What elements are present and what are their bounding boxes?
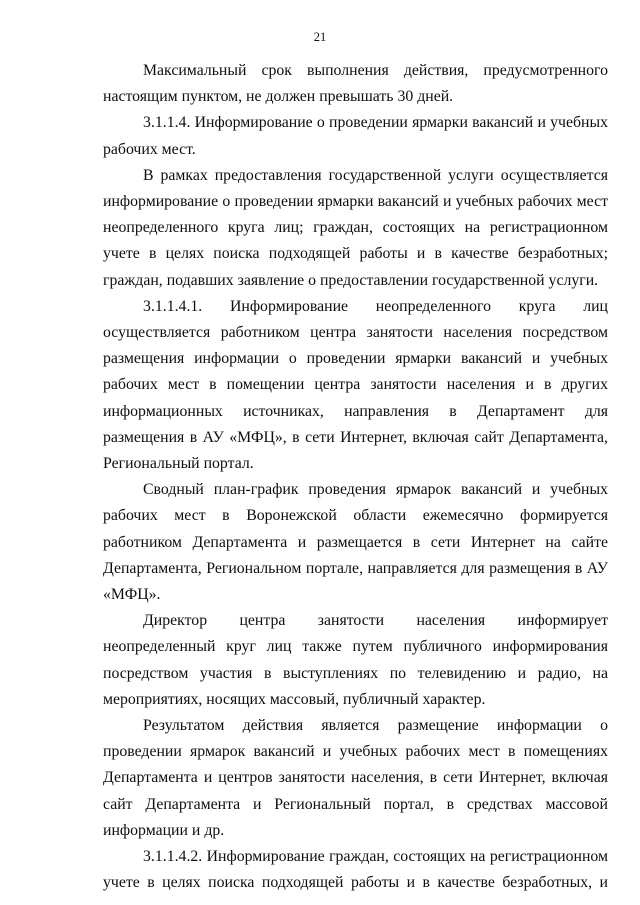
- section-heading-3-1-1-4-2: 3.1.1.4.2. Информирование граждан, состоящих на регистрационном учете в целях поиска подходящей работы и в качестве безработных, и: [103, 848, 608, 892]
- page-number: 21: [313, 30, 327, 44]
- paragraph-summary-schedule: Сводный план-график проведения ярмарок вакансий и учебных рабочих мест в Воронежской области ежемесячно формируется работником Департамента и размещается в сети Интернет на сайте Департамента, Региональном портале, направляется для размещения в АУ «МФЦ».: [103, 481, 608, 604]
- section-heading-3-1-1-4: 3.1.1.4. Информирование о проведении ярмарки вакансий и учебных рабочих мест.: [103, 114, 608, 158]
- paragraph-informing-scope: В рамках предоставления государственной услуги осуществляется информирование о проведении ярмарки вакансий и учебных рабочих мест неопределенного круга лиц; граждан, состоящих на регистрационном учете в целях поиска подходящей работы и в качестве безработных; граждан, подавших заявление о предоставлении государственной услуги.: [103, 166, 608, 289]
- paragraph-director-informs: Директор центра занятости населения информирует неопределенный круг лиц также путем публичного информирования посредством участия в выступлениях по телевидению и радио, на мероприятиях, носящих массовый, публичный характер.: [103, 612, 608, 708]
- section-heading-3-1-1-4-1: 3.1.1.4.1. Информирование неопределенного круга лиц осуществляется работником центра занятости населения посредством размещения информации о проведении ярмарки вакансий и учебных рабочих мест в помещении центра занятости населения и в других информационных источниках, направления в Департамент для размещения в АУ «МФЦ», в сети Интернет, включая сайт Департамента, Региональный портал.: [103, 297, 608, 473]
- document-body: [103, 58, 608, 897]
- paragraph-action-result: Результатом действия является размещение информации о проведении ярмарок вакансий и учебных рабочих мест в помещениях Департамента и центров занятости населения, в сети Интернет, включая сайт Департамента и Региональный портал, в средствах массовой информации и др.: [103, 717, 608, 839]
- paragraph-max-term: Максимальный срок выполнения действия, предусмотренного настоящим пунктом, не должен превышать 30 дней.: [103, 62, 608, 106]
